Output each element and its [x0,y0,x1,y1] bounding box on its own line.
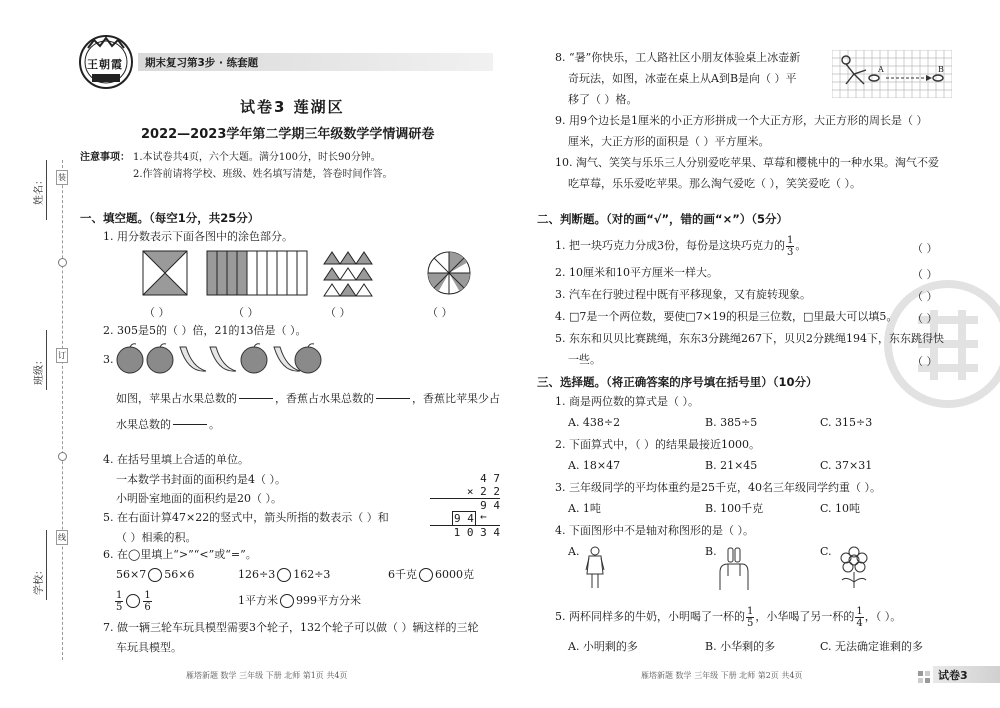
svg-text:B: B [938,65,944,74]
q1-answer-4[interactable]: （ ） [427,306,453,319]
judge-2: 2. 10厘米和10平方厘米一样大。 [555,266,718,279]
choice-2-b[interactable]: B. 21×45 [705,459,758,472]
choice-4-c[interactable]: C. [820,545,832,558]
section-2-title: 二、判断题。（对的画“√”，错的画“×”）（5分） [537,212,789,226]
binding-line [62,160,63,660]
q8-line-3[interactable]: 移了（ ）格。 [568,93,638,106]
judge-5-answer[interactable]: （ ） [912,355,938,368]
q6-b-left: 126÷3 [238,568,276,581]
choice-3-a[interactable]: A. 1吨 [568,502,601,515]
compare-circle[interactable] [277,568,291,582]
footer-badge-text: 试卷3 [938,669,968,682]
figure-strips [206,250,308,300]
q10-line-2[interactable]: 吃草莓，乐乐爱吃苹果。那么淘气爱吃（ ），笑笑爱吃（ ）。 [568,177,861,190]
q3-text-b: ，香蕉占水果总数的 [275,392,374,405]
curling-grid [832,50,952,102]
choice-5-c[interactable]: C. 无法确定谁剩的多 [820,640,924,653]
q6-row-5 [238,594,361,608]
fraction-one-fourth: $\frac{1}{4}$ [856,605,863,629]
calc-row-4-box: 9 4 [454,512,474,525]
fraction-one-fifth: $\frac{1}{5}$ [116,589,123,613]
logo-text: 王朝霞 [87,58,123,71]
flower-icon [834,546,874,594]
compare-circle[interactable] [148,568,162,582]
q8-line-2[interactable]: 奇玩法，如图，冰壶在桌上从A到B是向（ ）平 [568,72,797,85]
binding-hole-icon [58,258,67,267]
footer-left: 雁塔新题 数学 三年级 下册 北师 第1页 共4页 [186,671,348,680]
judge-5-line-1: 5. 东东和贝贝比赛跳绳，东东3分跳绳267下，贝贝2分跳绳194下，东东跳得快 [555,332,944,345]
arrow-icon: ← [480,510,487,523]
judge-3-answer[interactable]: （ ） [912,290,938,303]
q6-row-3 [388,568,474,582]
apple-icon [295,344,321,373]
school-field-label: 学校： [34,565,45,595]
q10-line-1: 10. 淘气、笑笑与乐乐三人分别爱吃苹果、草莓和樱桃中的一种水果。淘气不爱 [555,156,939,169]
choice-3[interactable]: 3. 三年级同学的平均体重约是25千克，40名三年级同学约重（ ）。 [555,481,881,494]
q6-e-left: 1平方米 [238,594,278,607]
q7-line-1[interactable]: 7. 做一辆三轮车玩具模型需要3个轮子，132个轮子可以做（ ）辆这样的三轮 [103,621,479,634]
calc-row-3: 9 4 [480,499,500,512]
choice-5-text-b: ，小华喝了另一杯的 [755,610,855,623]
fraction-one-fifth: $\frac{1}{5}$ [747,605,754,629]
judge-2-answer[interactable]: （ ） [912,268,938,281]
class-field[interactable] [46,330,47,390]
class-field-label: 班级： [34,355,45,385]
q6-row-2 [238,568,330,582]
judge-3: 3. 汽车在行驶过程中既有平移现象，又有旋转现象。 [555,288,811,301]
banana-icon [210,347,236,371]
choice-5-text-c: ，（ ）。 [864,610,902,623]
q6-e-right: 999平方分米 [296,594,361,607]
choice-3-b[interactable]: B. 100千克 [705,502,764,515]
page-title: 试卷3 莲湖区 [240,98,345,116]
choice-4-b[interactable]: B. [705,545,717,558]
q6-text: 6. 在◯里填上“>”“<”或“=”。 [103,548,257,561]
vertical-calculation [430,472,500,539]
fruit-row [116,343,322,379]
choice-2-c[interactable]: C. 37×31 [820,459,873,472]
choice-4[interactable]: 4. 下面图形中不是轴对称图形的是（ ）。 [555,524,754,537]
choice-1-c[interactable]: C. 315÷3 [820,416,873,429]
name-field[interactable] [46,160,47,220]
q9-line-1[interactable]: 9. 用9个边长是1厘米的小正方形拼成一个大正方形，大正方形的周长是（ ） [555,114,928,127]
seal-char-3: 线 [56,530,68,545]
choice-5[interactable] [555,605,901,629]
choice-5-b[interactable]: B. 小华剩的多 [705,640,776,653]
q6-row-4 [114,588,153,614]
q3-text-c: ，香蕉比苹果少占 [412,392,500,405]
calc-row-1: 4 7 [480,472,500,485]
q2-text[interactable]: 2. 305是5的（ ）倍，21的13倍是（ ）。 [103,324,307,337]
choice-5-text-a: 5. 两杯同样多的牛奶，小明喝了一杯的 [555,610,745,623]
figure-circle [426,250,472,300]
svg-text:A: A [878,65,884,74]
hand-icon [716,546,752,594]
q3-blank-3[interactable] [173,414,207,436]
q6-b-right: 162÷3 [293,568,331,581]
choice-5-a[interactable]: A. 小明剩的多 [568,640,638,653]
q6-a-right: 56×6 [164,568,195,581]
q6-row-1 [116,568,194,582]
q4-b[interactable]: 小明卧室地面的面积约是20（ ）。 [116,492,282,505]
q4-text: 4. 在括号里填上合适的单位。 [103,453,249,466]
q6-c-right: 6000克 [435,568,474,581]
compare-circle[interactable] [280,594,294,608]
calc-row-2: × 2 2 [430,485,500,499]
choice-2-a[interactable]: A. 18×47 [568,459,621,472]
choice-4-a[interactable]: A. [568,545,580,558]
q9-line-2[interactable]: 厘米，大正方形的面积是（ ）平方厘米。 [568,135,770,148]
q5-line-2[interactable]: （ ）相乘的积。 [116,531,197,544]
q3-text-a: 如图，苹果占水果总数的 [116,392,237,405]
judge-4-answer[interactable]: （ ） [912,312,938,325]
school-field[interactable] [46,530,47,600]
compare-circle[interactable] [126,594,140,608]
name-field-label: 姓名： [34,175,45,205]
binding-hole-icon [58,452,67,461]
q8-line-1: 8. “暑”你快乐，工人路社区小朋友体验桌上冰壶新 [555,51,801,64]
q1-text: 1. 用分数表示下面各图中的涂色部分。 [103,230,293,243]
person-icon [584,546,606,594]
choice-1-a[interactable]: A. 438÷2 [568,416,621,429]
q6-a-left: 56×7 [116,568,147,581]
q3-line-2 [116,413,220,437]
q6-c-left: 6千克 [388,568,417,581]
choice-1[interactable]: 1. 商是两位数的算式是（ ）。 [555,395,699,408]
q1-answer-3[interactable]: （ ） [325,306,351,319]
q3-end: 。 [209,418,220,431]
q3-text-d: 水果总数的 [116,418,171,431]
figure-square-diagonals [142,250,188,300]
fraction-one-sixth: $\frac{1}{6}$ [144,589,151,613]
watermark-icon [884,280,1000,414]
apple-icon [241,344,267,373]
banana-icon [180,347,206,371]
q4-a[interactable]: 一本数学书封面的面积约是4（ ）。 [116,473,286,486]
compare-circle[interactable] [419,568,433,582]
figure-triangles [322,250,374,302]
q1-answer-1[interactable]: （ ） [144,306,170,319]
calc-row-5: 1 0 3 4 [453,526,500,539]
seal-char-1: 装 [56,170,68,185]
section-3-title: 三、选择题。（将正确答案的序号填在括号里）（10分） [537,375,818,389]
q3-line-1 [116,387,500,411]
apple-icon [147,344,173,373]
judge-1: 1. 把一块巧克力分成3份，每份是这块巧克力的 $\frac{1}{3}$ 。 [555,234,807,258]
choice-3-c[interactable]: C. 10吨 [820,502,861,515]
section-1-title: 一、填空题。（每空1分，共25分） [80,211,260,225]
judge-1-text: 1. 把一块巧克力分成3份，每份是这块巧克力的 [555,239,785,252]
footer-dots-icon [918,668,930,687]
footer-right: 雁塔新题 数学 三年级 下册 北师 第2页 共4页 [641,671,803,680]
fraction-one-third: $\frac{1}{3}$ [787,234,794,258]
choice-2[interactable]: 2. 下面算式中，（ ）的结果最接近1000。 [555,438,760,451]
header-tag-text: 期末复习第3步 · 练套题 [145,57,259,69]
q3-number: 3. [103,353,114,366]
q3-blank-2[interactable] [376,388,410,410]
apple-icon [117,344,143,373]
judge-5-line-2: 一些。 [568,353,601,366]
notes-line-2: 2.作答前请将学校、班级、姓名填写清楚，答卷时间作答。 [133,169,393,180]
choice-1-b[interactable]: B. 385÷5 [705,416,758,429]
q3-blank-1[interactable] [239,388,273,410]
seal-char-2: 订 [56,348,68,363]
q5-line-1[interactable]: 5. 在右面计算47×22的竖式中，箭头所指的数表示（ ）和 [103,511,389,524]
judge-1-answer[interactable]: （ ） [912,242,938,255]
notes-line-1: 1.本试卷共4页，六个大题。满分100分，时长90分钟。 [133,152,381,163]
q7-line-2: 车玩具模型。 [116,641,182,654]
page-subtitle: 2022—2023学年第二学期三年级数学学情调研卷 [141,127,435,142]
calc-row-4 [430,512,500,526]
q1-answer-2[interactable]: （ ） [233,306,259,319]
notes-label: 注意事项： [80,152,130,163]
judge-4: 4. □7是一个两位数，要使□7×19的积是三位数，□里最大可以填5。 [555,310,898,323]
